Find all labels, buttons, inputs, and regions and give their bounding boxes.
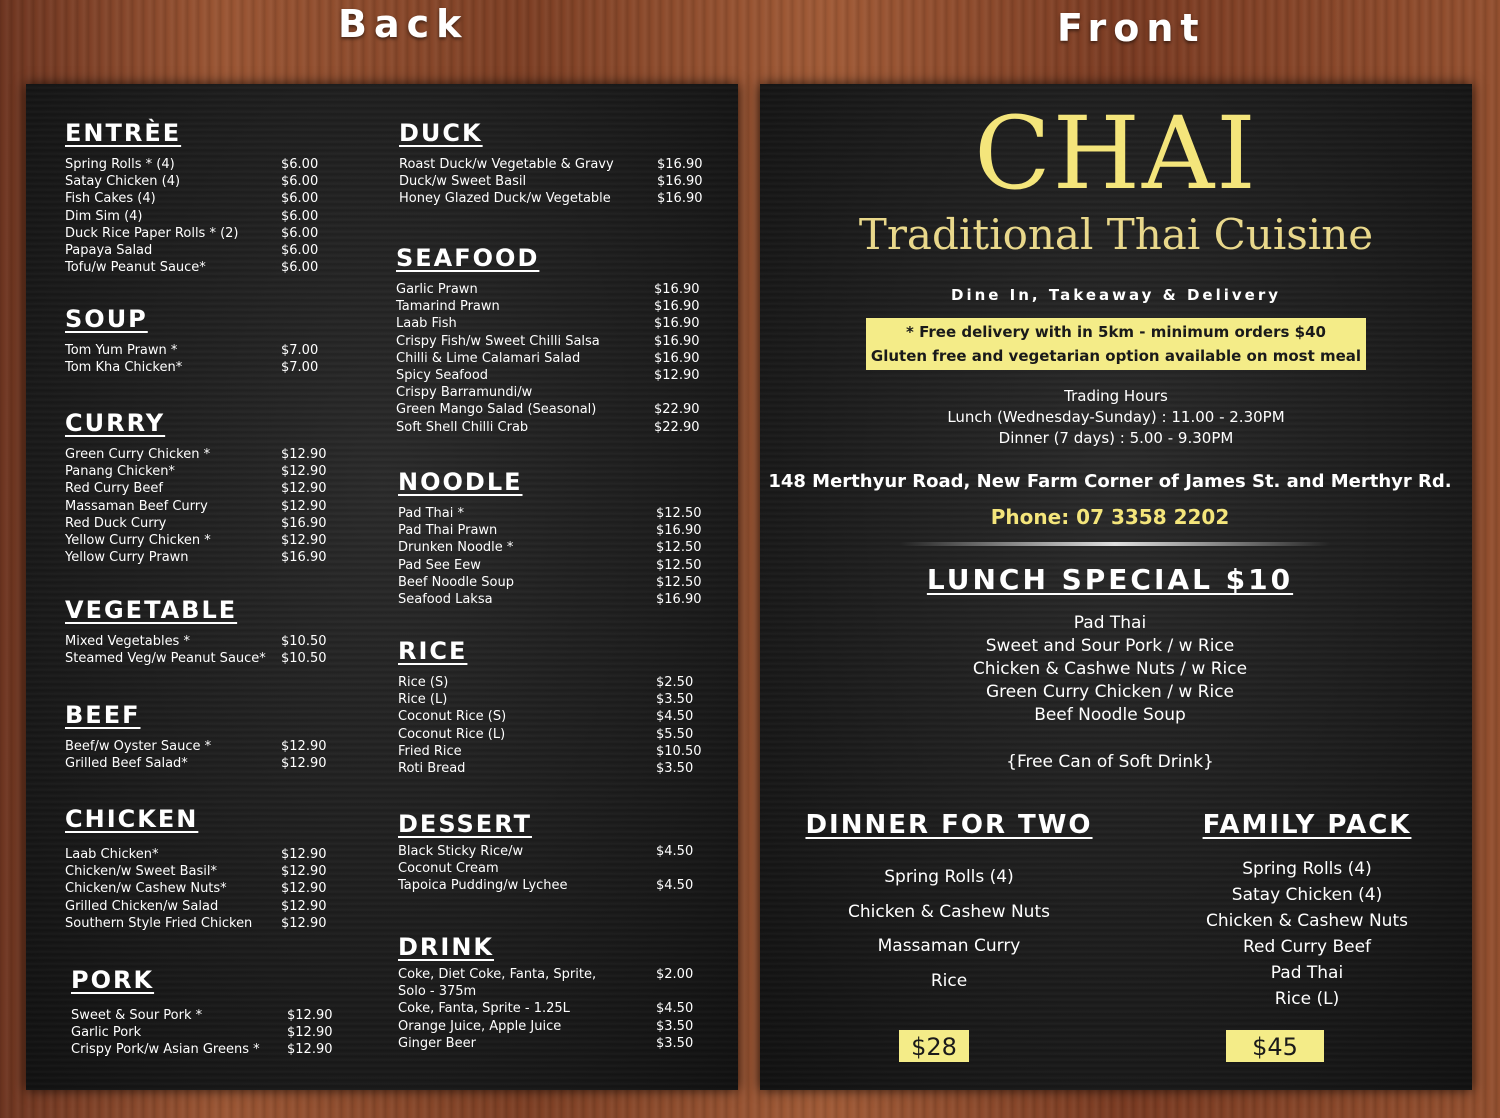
section-beef <box>65 700 327 772</box>
menu-item-name: Coke, Diet Coke, Fanta, Sprite, <box>398 967 597 982</box>
menu-item-name: Papaya Salad <box>65 242 153 258</box>
menu-item <box>65 446 327 463</box>
lunch-item: Sweet and Sour Pork / w Rice <box>985 636 1235 656</box>
menu-item-name: Tamarind Prawn <box>396 299 500 315</box>
menu-item-name: Tom Kha Chicken* <box>65 360 183 376</box>
menu-item-name: Satay Chicken (4) <box>65 174 181 190</box>
menu-item-name: Laab Fish <box>396 316 457 332</box>
family-pack <box>1192 808 1422 1012</box>
menu-item <box>398 591 702 608</box>
menu-item-price: $3.50 <box>656 760 694 776</box>
lunch-item: Beef Noodle Soup <box>1034 705 1186 725</box>
menu-item <box>398 708 694 725</box>
menu-item <box>396 401 700 418</box>
menu-item <box>65 863 327 880</box>
menu-item-name: Drunken Noodle * <box>398 540 514 556</box>
menu-item-name: Orange Juice, Apple Juice <box>398 1018 562 1034</box>
menu-item-name: Roti Bread <box>398 760 466 776</box>
pack-item: Satay Chicken (4) <box>1231 885 1383 905</box>
menu-item-price: $6.00 <box>281 174 319 190</box>
menu-item-name: Coconut Cream <box>398 861 499 877</box>
menu-item-name: Chilli & Lime Calamari Salad <box>396 350 581 366</box>
menu-item-price: $12.90 <box>281 532 327 548</box>
lunch-item: Chicken & Cashwe Nuts / w Rice <box>972 659 1248 679</box>
menu-item <box>65 156 319 173</box>
menu-item-name: Rice (S) <box>398 675 449 690</box>
menu-item-price: $12.50 <box>656 557 702 573</box>
menu-item <box>396 298 700 315</box>
menu-item-price: $7.00 <box>281 343 319 358</box>
menu-item <box>71 1024 333 1041</box>
pack-item: Spring Rolls (4) <box>1242 859 1372 879</box>
menu-item <box>399 173 703 190</box>
menu-item <box>399 156 703 173</box>
menu-item-name: Panang Chicken* <box>65 464 175 480</box>
dinner-for-two-pack <box>800 808 1098 998</box>
pack-item: Pad Thai <box>1270 963 1344 983</box>
menu-item <box>65 359 319 376</box>
menu-item-name: Coke, Fanta, Sprite - 1.25L <box>398 1001 570 1017</box>
menu-item-price: $3.50 <box>656 1035 694 1051</box>
menu-item <box>398 557 702 574</box>
menu-item-price: $16.90 <box>654 316 700 332</box>
menu-item <box>65 259 319 276</box>
section-title: ENTRÈE <box>65 119 182 147</box>
menu-item-price: $2.00 <box>656 967 694 982</box>
dinner-hours: Dinner (7 days) : 5.00 - 9.30PM <box>998 429 1234 447</box>
menu-item-price: $12.90 <box>281 756 327 772</box>
phone-number: Phone: 07 3358 2202 <box>990 505 1230 529</box>
section-title: VEGETABLE <box>65 596 238 624</box>
menu-item-price: $16.90 <box>656 523 702 539</box>
lunch-item: Pad Thai <box>1073 613 1147 633</box>
lunch-special-heading: LUNCH SPECIAL $10 <box>926 563 1294 596</box>
restaurant-logo: CHAI <box>974 95 1258 212</box>
banner-line: Gluten free and vegetarian option available on most meal <box>870 347 1362 365</box>
menu-item-price: $4.50 <box>656 709 694 725</box>
menu-item-price: $6.00 <box>281 208 319 224</box>
menu-item-price: $10.50 <box>281 634 327 649</box>
section-vegetable <box>65 595 327 667</box>
menu-item <box>65 498 327 515</box>
menu-item-name: Ginger Beer <box>398 1035 476 1051</box>
menu-item-name: Tapoica Pudding/w Lychee <box>398 878 568 894</box>
menu-item <box>65 915 327 932</box>
menu-item <box>398 966 694 983</box>
menu-item-name: Pad See Eew <box>398 557 481 573</box>
menu-item-price: $12.90 <box>287 1025 333 1041</box>
menu-item-name: Pad Thai * <box>398 506 464 521</box>
menu-item <box>396 350 700 367</box>
menu-item-price: $12.90 <box>281 464 327 480</box>
menu-item-name: Coconut Rice (S) <box>398 709 507 725</box>
section-chicken <box>65 804 327 932</box>
banner-line: * Free delivery with in 5km - minimum orders $40 <box>906 323 1326 341</box>
menu-item-name: Beef/w Oyster Sauce * <box>65 739 212 754</box>
menu-item <box>65 242 319 259</box>
menu-item <box>65 190 319 207</box>
menu-item-name: Solo - 375m <box>398 984 477 1000</box>
pack-item: Red Curry Beef <box>1242 937 1372 957</box>
menu-item-price: $16.90 <box>657 174 703 190</box>
menu-item-price: $12.90 <box>281 881 327 897</box>
divider <box>900 542 1330 546</box>
menu-item-name: Sweet & Sour Pork * <box>71 1008 203 1023</box>
menu-item-price: $12.90 <box>281 498 327 514</box>
pack-item: Rice (L) <box>1274 989 1340 1009</box>
menu-item-name: Fish Cakes (4) <box>65 191 156 207</box>
delivery-banner <box>866 318 1366 370</box>
menu-item <box>398 691 694 708</box>
section-title: DESSERT <box>398 810 532 838</box>
menu-item-price: $12.90 <box>287 1008 333 1023</box>
section-duck <box>399 118 703 208</box>
menu-item <box>396 333 700 350</box>
menu-item-name: Spicy Seafood <box>396 367 489 383</box>
section-title: NOODLE <box>398 468 523 496</box>
trading-hours-title: Trading Hours <box>1064 387 1168 405</box>
menu-item-name: Green Curry Chicken * <box>65 447 211 462</box>
menu-item-name: Southern Style Fried Chicken <box>65 915 253 931</box>
section-title: BEEF <box>65 701 141 729</box>
menu-item <box>396 384 600 401</box>
menu-item-name: Garlic Pork <box>71 1025 142 1041</box>
menu-item-name: Massaman Beef Curry <box>65 498 208 514</box>
menu-item-name: Coconut Rice (L) <box>398 726 506 742</box>
menu-item-name: Chicken/w Cashew Nuts* <box>65 881 227 897</box>
menu-item <box>65 633 327 650</box>
back-label: Back <box>338 2 469 46</box>
menu-item-price: $16.90 <box>657 157 703 172</box>
menu-item <box>65 173 319 190</box>
menu-item <box>71 1041 333 1058</box>
menu-item <box>65 650 327 667</box>
section-entree <box>65 118 319 276</box>
pack-item: Chicken & Cashew Nuts <box>1206 911 1408 931</box>
menu-item-name: Pad Thai Prawn <box>398 523 498 539</box>
menu-item <box>65 755 327 772</box>
section-title: PORK <box>71 966 155 994</box>
menu-item-price: $12.90 <box>281 915 327 931</box>
front-label: Front <box>1057 6 1206 50</box>
menu-item <box>398 539 702 556</box>
lunch-special-items <box>754 612 1466 727</box>
menu-item <box>398 1035 694 1052</box>
menu-item <box>65 480 327 497</box>
menu-item-price: $5.50 <box>656 726 694 742</box>
menu-item-name: Tom Yum Prawn * <box>65 343 178 358</box>
menu-item-price: $3.50 <box>656 692 694 708</box>
menu-item-price: $4.50 <box>656 1001 694 1017</box>
menu-item-name: Grilled Beef Salad* <box>65 756 188 772</box>
menu-item-name: Garlic Prawn <box>396 282 478 297</box>
pack-item: Massaman Curry <box>877 936 1021 956</box>
family-pack-price: $45 <box>1226 1030 1324 1062</box>
menu-item-price: $12.90 <box>281 847 327 862</box>
menu-item-price: $16.90 <box>654 333 700 349</box>
menu-item-price: $4.50 <box>656 878 694 894</box>
section-dessert <box>398 809 694 895</box>
lunch-special-note: {Free Can of Soft Drink} <box>1006 752 1214 772</box>
menu-item-name: Black Sticky Rice/w <box>398 844 524 859</box>
menu-item-name: Spring Rolls * (4) <box>65 157 175 172</box>
menu-item <box>65 846 327 863</box>
menu-item-price: $6.00 <box>281 191 319 207</box>
menu-item-name: Laab Chicken* <box>65 847 159 862</box>
menu-item-name: Crispy Barramundi/w <box>396 385 533 401</box>
pack-item: Chicken & Cashew Nuts <box>848 901 1050 922</box>
menu-item-price: $12.90 <box>281 447 327 462</box>
menu-item-price: $16.90 <box>656 591 702 607</box>
menu-item-name: Yellow Curry Prawn <box>65 550 189 566</box>
section-title: SEAFOOD <box>396 244 540 272</box>
section-rice <box>398 636 702 777</box>
menu-item-name: Grilled Chicken/w Salad <box>65 898 219 914</box>
menu-item <box>398 843 694 860</box>
pack-title: FAMILY PACK <box>1202 810 1412 840</box>
menu-item <box>71 1007 333 1024</box>
menu-item-price: $12.90 <box>654 367 700 383</box>
menu-item-price: $12.90 <box>281 898 327 914</box>
pack-item: Spring Rolls (4) <box>884 867 1014 887</box>
lunch-hours: Lunch (Wednesday-Sunday) : 11.00 - 2.30PM <box>947 408 1285 426</box>
menu-item-name: Soft Shell Chilli Crab <box>396 419 529 435</box>
menu-item <box>398 760 694 777</box>
menu-item <box>398 1018 694 1035</box>
menu-item <box>396 315 700 332</box>
section-title: SOUP <box>65 305 148 333</box>
menu-item <box>65 549 327 566</box>
menu-item-price: $12.50 <box>656 540 702 556</box>
menu-item-name: Rice (L) <box>398 692 448 708</box>
menu-item-name: Fried Rice <box>398 743 462 759</box>
menu-item <box>396 281 700 298</box>
menu-item-price: $12.50 <box>656 574 702 590</box>
menu-item <box>65 342 319 359</box>
menu-item-price: $12.90 <box>281 481 327 497</box>
menu-item <box>398 505 702 522</box>
menu-item <box>399 190 703 207</box>
menu-item <box>65 880 327 897</box>
menu-item-price: $16.90 <box>654 299 700 315</box>
section-title: RICE <box>398 637 468 665</box>
section-noodle <box>398 467 702 608</box>
menu-item-name: Steamed Veg/w Peanut Sauce* <box>65 651 266 667</box>
menu-item-price: $16.90 <box>281 515 327 531</box>
section-drink <box>398 932 694 1052</box>
menu-item <box>65 898 327 915</box>
address: 148 Merthyur Road, New Farm Corner of James St. and Merthyr Rd. <box>768 471 1452 492</box>
menu-item-price: $16.90 <box>654 350 700 366</box>
menu-item-name: Mixed Vegetables * <box>65 634 190 649</box>
menu-item <box>65 225 319 242</box>
menu-item-price: $12.90 <box>281 739 327 754</box>
menu-item-name: Seafood Laksa <box>398 591 493 607</box>
menu-item-name: Red Curry Beef <box>65 481 163 497</box>
menu-item <box>65 208 319 225</box>
menu-item-name: Crispy Pork/w Asian Greens * <box>71 1042 260 1058</box>
menu-item-name: Green Mango Salad (Seasonal) <box>396 402 597 418</box>
section-seafood <box>396 243 700 436</box>
menu-item-name: Beef Noodle Soup <box>398 574 514 590</box>
menu-item-price: $6.00 <box>281 260 319 276</box>
dinner-for-two-price: $28 <box>899 1030 969 1062</box>
menu-item <box>398 743 702 760</box>
section-title: DRINK <box>398 933 495 961</box>
menu-item <box>398 522 702 539</box>
menu-item <box>398 574 702 591</box>
menu-item-name: Duck/w Sweet Basil <box>399 174 527 190</box>
menu-item-name: Honey Glazed Duck/w Vegetable <box>399 191 611 207</box>
pack-title: DINNER FOR TWO <box>805 810 1093 840</box>
section-title: DUCK <box>399 119 483 147</box>
menu-item-price: $6.00 <box>281 157 319 172</box>
menu-item-name: Tofu/w Peanut Sauce* <box>65 260 206 276</box>
menu-item-price: $10.50 <box>656 743 702 759</box>
menu-item <box>65 532 327 549</box>
menu-item-price: $10.50 <box>281 651 327 667</box>
section-title: CURRY <box>65 409 166 437</box>
pack-item: Rice <box>930 970 968 991</box>
menu-item-price: $6.00 <box>281 225 319 241</box>
back-menu-panel <box>26 84 738 1090</box>
menu-item-name: Roast Duck/w Vegetable & Gravy <box>399 157 614 172</box>
services-line: Dine In, Takeaway & Delivery <box>951 286 1281 304</box>
section-soup <box>65 304 319 376</box>
menu-item-price: $22.90 <box>654 419 700 435</box>
menu-item-name: Duck Rice Paper Rolls * (2) <box>65 225 239 241</box>
menu-item-price: $12.90 <box>287 1042 333 1058</box>
menu-item <box>398 877 694 894</box>
menu-item <box>398 983 596 1000</box>
menu-item <box>65 463 327 480</box>
section-curry <box>65 408 327 566</box>
menu-item <box>396 367 700 384</box>
menu-item <box>398 860 568 877</box>
menu-item-name: Chicken/w Sweet Basil* <box>65 864 218 880</box>
menu-item <box>398 674 694 691</box>
section-pork <box>71 965 333 1059</box>
menu-item-name: Red Duck Curry <box>65 515 167 531</box>
menu-item-price: $3.50 <box>656 1018 694 1034</box>
menu-item-price: $16.90 <box>657 191 703 207</box>
restaurant-subtitle: Traditional Thai Cuisine <box>858 210 1374 259</box>
menu-item <box>65 738 327 755</box>
menu-item-price: $16.90 <box>281 550 327 566</box>
menu-item-name: Yellow Curry Chicken * <box>65 532 211 548</box>
menu-item <box>65 515 327 532</box>
menu-item-name: Dim Sim (4) <box>65 208 143 224</box>
menu-item <box>398 726 694 743</box>
section-title: CHICKEN <box>65 805 199 833</box>
menu-item <box>396 419 700 436</box>
front-menu-panel <box>760 84 1472 1090</box>
lunch-item: Green Curry Chicken / w Rice <box>985 682 1235 702</box>
menu-item-price: $22.90 <box>654 402 700 418</box>
menu-item-price: $12.90 <box>281 864 327 880</box>
menu-item-price: $2.50 <box>656 675 694 690</box>
menu-item-price: $4.50 <box>656 844 694 859</box>
menu-item-price: $16.90 <box>654 282 700 297</box>
menu-item-price: $7.00 <box>281 360 319 376</box>
menu-item <box>398 1000 694 1017</box>
menu-item-name: Crispy Fish/w Sweet Chilli Salsa <box>396 333 600 349</box>
menu-item-price: $6.00 <box>281 242 319 258</box>
menu-item-price: $12.50 <box>656 506 702 521</box>
